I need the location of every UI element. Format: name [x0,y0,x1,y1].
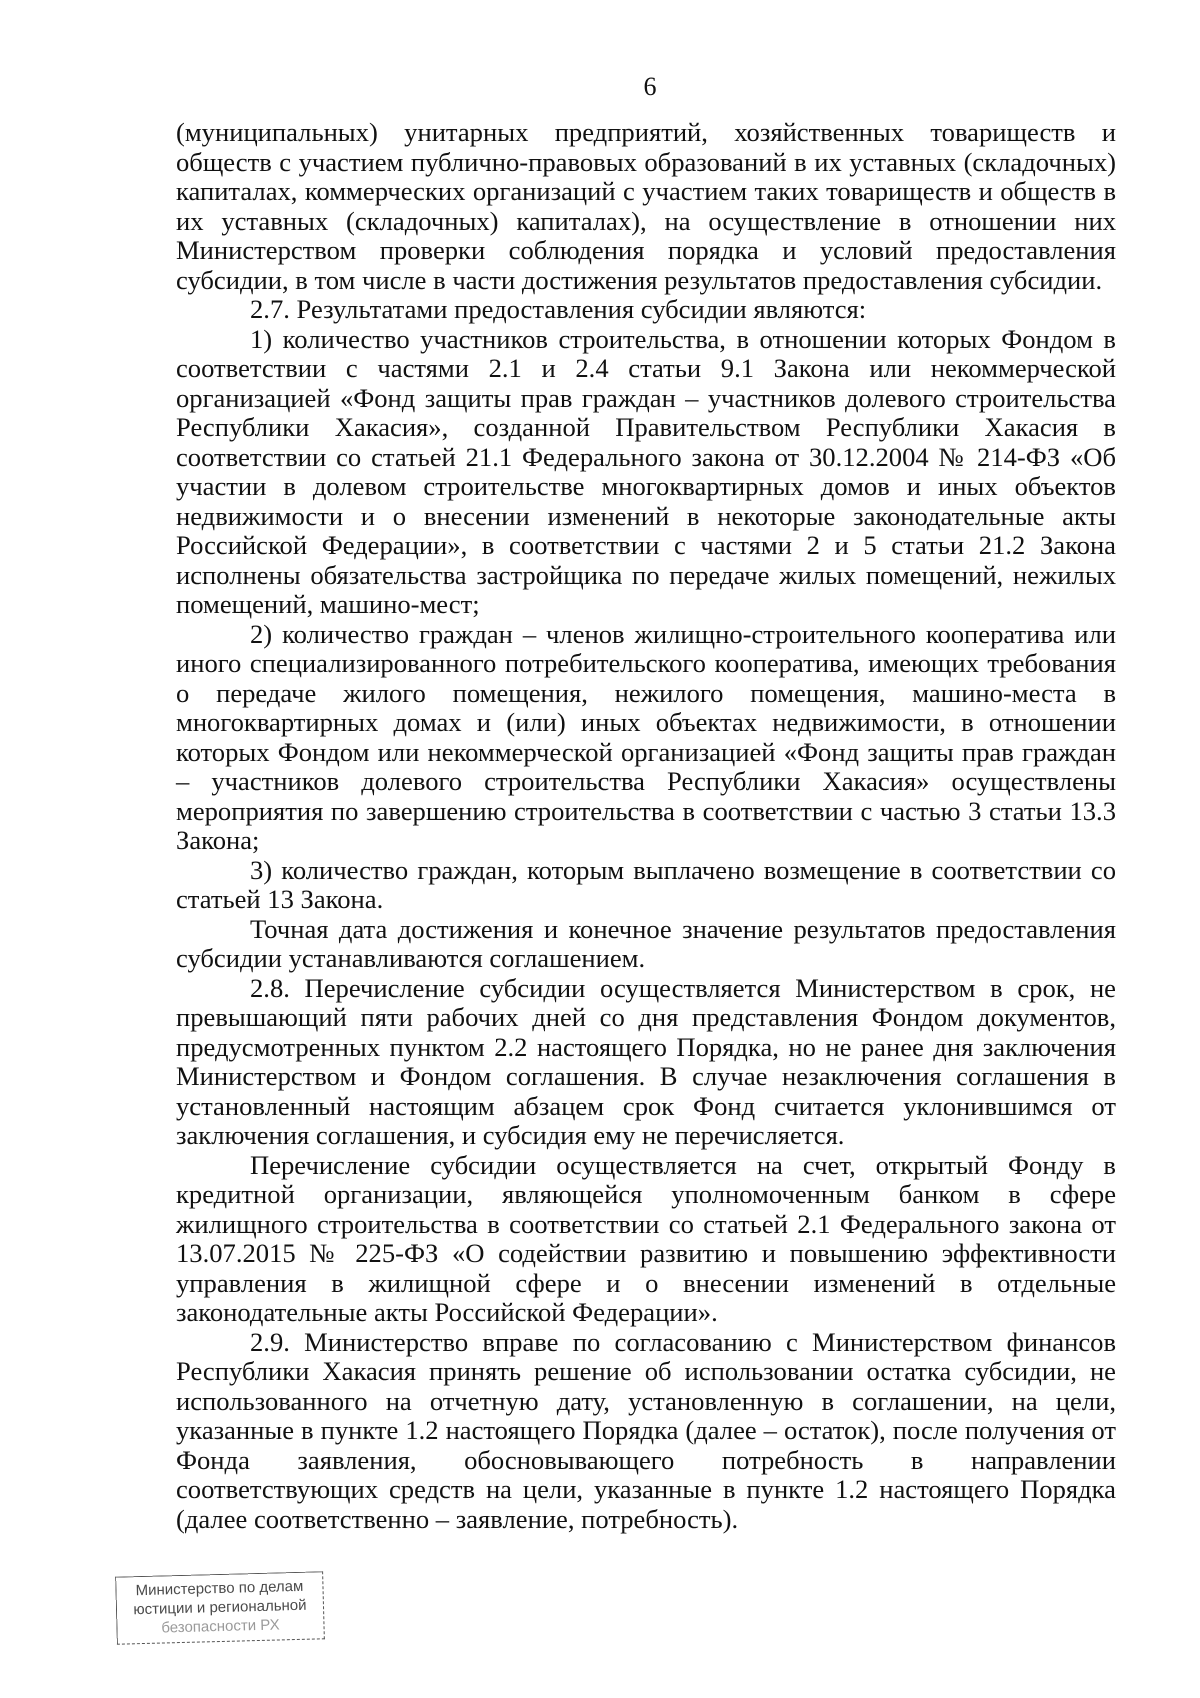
paragraph-result-2: 2) количество граждан – членов жилищно-строительного кооператива или иного специализированного потребительского кооператива, имеющих требования о передаче жилого помещения, нежилого помещения, машино-места в многоквартирных домах и (или) иных объектах недвижимости, в отношении которых Фондом или некоммерческой организацией «Фонд защиты прав граждан – участников долевого строительства Республики Хакасия» осуществлены мероприятия по завершению строительства в соответствии с частью 3 статьи 13.3 Закона; [176,618,1116,855]
stamp-line-1: Министерство по делам [135,1577,304,1600]
paragraph-2-8: 2.8. Перечисление субсидии осуществляется Министерством в срок, не превышающий пяти рабочих дней со дня представления Фондом документов, предусмотренных пунктом 2.2 настоящего Порядка, но не ранее дня заключения Министерством и Фондом соглашения. В случае незаключения соглашения в установленный настоящим абзацем срок Фонд считается уклонившимся от заключения соглашения, и субсидия ему не перечисляется. [176,972,1116,1150]
paragraph-continuation: (муниципальных) унитарных предприятий, хозяйственных товариществ и обществ с участием публично-правовых образований в их уставных (складочных) капиталах, коммерческих организаций с участием таких товариществ и обществ в их уставных (складочных) капиталах), на осуществление в отношении них Министерством проверки соблюдения порядка и условий предоставления субсидии, в том числе в части достижения результатов предоставления субсидии. [176,117,1116,295]
ministry-stamp [115,1571,325,1644]
paragraph-2-9: 2.9. Министерство вправе по согласованию с Министерством финансов Республики Хакасия принять решение об использовании остатка субсидии, не использованного на отчетную дату, установленную в соглашении, на цели, указанные в пункте 1.2 настоящего Порядка (далее – остаток), после получения от Фонда заявления, обосновывающего потребность в направлении соответствующих средств на цели, указанные в пункте 1.2 настоящего Порядка (далее соответственно – заявление, потребность). [176,1326,1116,1534]
paragraph-2-7: 2.7. Результатами предоставления субсидии являются: [250,294,867,324]
page-number: 6 [643,72,657,101]
paragraph-result-3: 3) количество граждан, которым выплачено возмещение в соответствии со статьей 13 Закона. [176,854,1116,914]
stamp-line-3: безопасности РХ [161,1616,280,1637]
paragraph-transfer-account: Перечисление субсидии осуществляется на счет, открытый Фонду в кредитной организации, являющейся уполномоченным банком в сфере жилищного строительства в соответствии со статьей 2.1 Федерального закона от 13.07.2015 № 225-ФЗ «О содействии развитию и повышению эффективности управления в жилищной сфере и о внесении изменений в отдельные законодательные акты Российской Федерации». [176,1149,1116,1327]
stamp-line-2: юстиции и региональной [133,1596,307,1619]
paragraph-result-1: 1) количество участников строительства, в отношении которых Фондом в соответствии с частями 2.1 и 2.4 статьи 9.1 Закона или некоммерческой организацией «Фонд защиты прав граждан – участников долевого строительства Республики Хакасия», созданной Правительством Республики Хакасия в соответствии со статьей 21.1 Федерального закона от 30.12.2004 № 214-ФЗ «Об участии в долевом строительстве многоквартирных домов и иных объектов недвижимости и о внесении изменений в некоторые законодательные акты Российской Федерации», в соответствии с частями 2 и 5 статьи 21.2 Закона исполнены обязательства застройщика по передаче жилых помещений, нежилых помещений, машино-мест; [176,323,1116,619]
document-body [176,118,1116,1534]
paragraph-exact-date: Точная дата достижения и конечное значение результатов предоставления субсидии устанавливаются соглашением. [176,913,1116,973]
